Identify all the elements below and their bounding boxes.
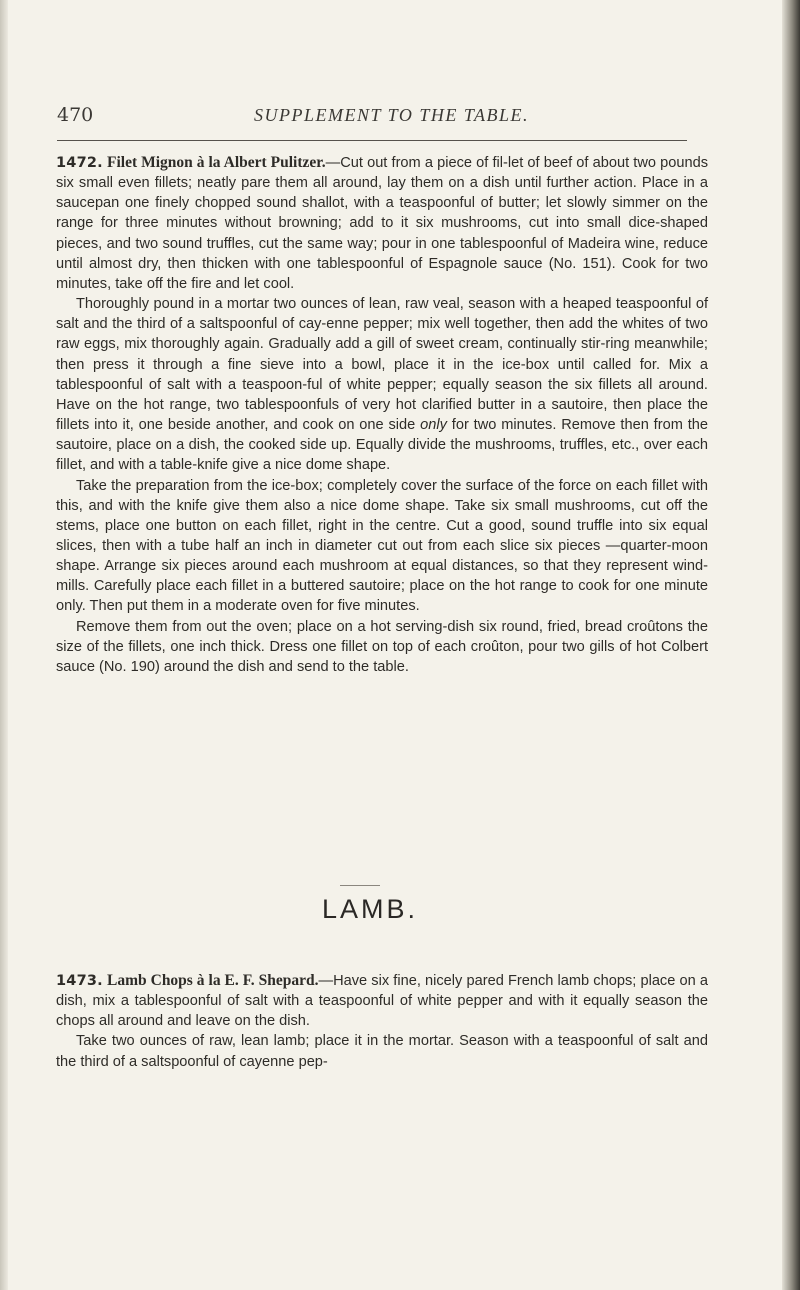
header-rule bbox=[57, 140, 687, 141]
recipe-1472-paragraph-2 bbox=[56, 294, 708, 475]
page-header bbox=[57, 104, 685, 134]
recipe-1473 bbox=[56, 971, 708, 1072]
recipe-text: for two minutes. Remove then from the sautoire, place on a dish, the cooked side up. Equally divide the mushrooms, truffles, etc., over each fillet, and with a table-knife give a nice dome shape. bbox=[56, 417, 708, 474]
page-edge-right bbox=[782, 0, 800, 1290]
section-heading-lamb: LAMB. bbox=[321, 894, 419, 924]
recipe-number: 1473. bbox=[56, 973, 103, 989]
recipe-text: Take the preparation from the ice-box; completely cover the surface of the force on each fillet with this, and with the knife give them also a nice dome shape. Take six small mushrooms, cut off the stems, place one button on each fillet, right in the centre. Cut a good, sound truffle into six equal slices, then with a tube half an inch in diameter cut out from each slice six pieces —quarter-moon shape. Arrange six pieces around each mushroom at equal distances, so that they represent wind-mills. Carefully place each fillet in a buttered sautoire; place on the hot range to cook for one minute only. Then put them in a moderate oven for five minutes. bbox=[56, 477, 708, 615]
recipe-text: Thoroughly pound in a mortar two ounces of lean, raw veal, season with a heaped teaspoonful of salt and the third of a saltspoonful of cay-enne pepper; mix well together, then add the whites of two raw eggs, mix thoroughly again. Gradually add a gill of sweet cream, continually stir-ring meanwhile; then press it through a fine sieve into a bowl, place it in the ice-box until called for. Mix a tablespoonful of salt with a teaspoon-ful of white pepper; equally season the six fillets all around. Have on the hot range, two tablespoonfuls of very hot clarified butter in a sautoire, then place the fillets into it, one beside another, and cook on one side bbox=[56, 296, 708, 434]
section-ornament bbox=[340, 885, 380, 886]
running-title: SUPPLEMENT TO THE TABLE. bbox=[254, 105, 530, 125]
page-number: 470 bbox=[57, 104, 94, 126]
recipe-number: 1472. bbox=[56, 155, 103, 171]
recipe-1472-paragraph-4 bbox=[56, 617, 708, 677]
recipe-text: Take two ounces of raw, lean lamb; place it in the mortar. Season with a teaspoonful of salt and the third of a saltspoonful of cayenne pep- bbox=[56, 1033, 708, 1070]
recipe-title: Lamb Chops à la E. F. Shepard. bbox=[107, 972, 319, 989]
recipe-1472 bbox=[56, 153, 708, 677]
recipe-text: Remove them from out the oven; place on a hot serving-dish six round, fried, bread croûtons the size of the fillets, one inch thick. Dress one fillet on top of each croûton, pour two gills of hot Colbert sauce (No. 190) around the dish and send to the table. bbox=[56, 618, 708, 675]
recipe-title: Filet Mignon à la Albert Pulitzer. bbox=[107, 154, 326, 171]
recipe-1472-paragraph-3 bbox=[56, 476, 708, 617]
recipe-1472-paragraph-1 bbox=[56, 153, 708, 294]
recipe-1473-paragraph-1 bbox=[56, 971, 708, 1031]
recipe-1473-paragraph-2 bbox=[56, 1031, 708, 1071]
emphasis-word: only bbox=[420, 417, 447, 434]
recipe-text: —Cut out from a piece of fil-let of beef of about two pounds six small even fillets; neatly pare them all around, lay them on a dish until further action. Place in a saucepan one finely chopped sound shallot, with a teaspoonful of butter; let slowly simmer on the range for three minutes without browning; add to it six mushrooms, cut into small dice-shaped pieces, and two sound truffles, cut the same way; pour in one tablespoonful of Madeira wine, reduce until almost dry, then thicken with one tablespoonful of Espagnole sauce (No. 151). Cook for two minutes, take off the fire and let cool. bbox=[56, 155, 709, 292]
recipe-text: —Have six fine, nicely pared French lamb chops; place on a dish, mix a tablespoonful of salt with a teaspoonful of white pepper and with it equally season the chops all around and leave on the dish. bbox=[56, 973, 708, 1030]
page-edge-left bbox=[0, 0, 8, 1290]
